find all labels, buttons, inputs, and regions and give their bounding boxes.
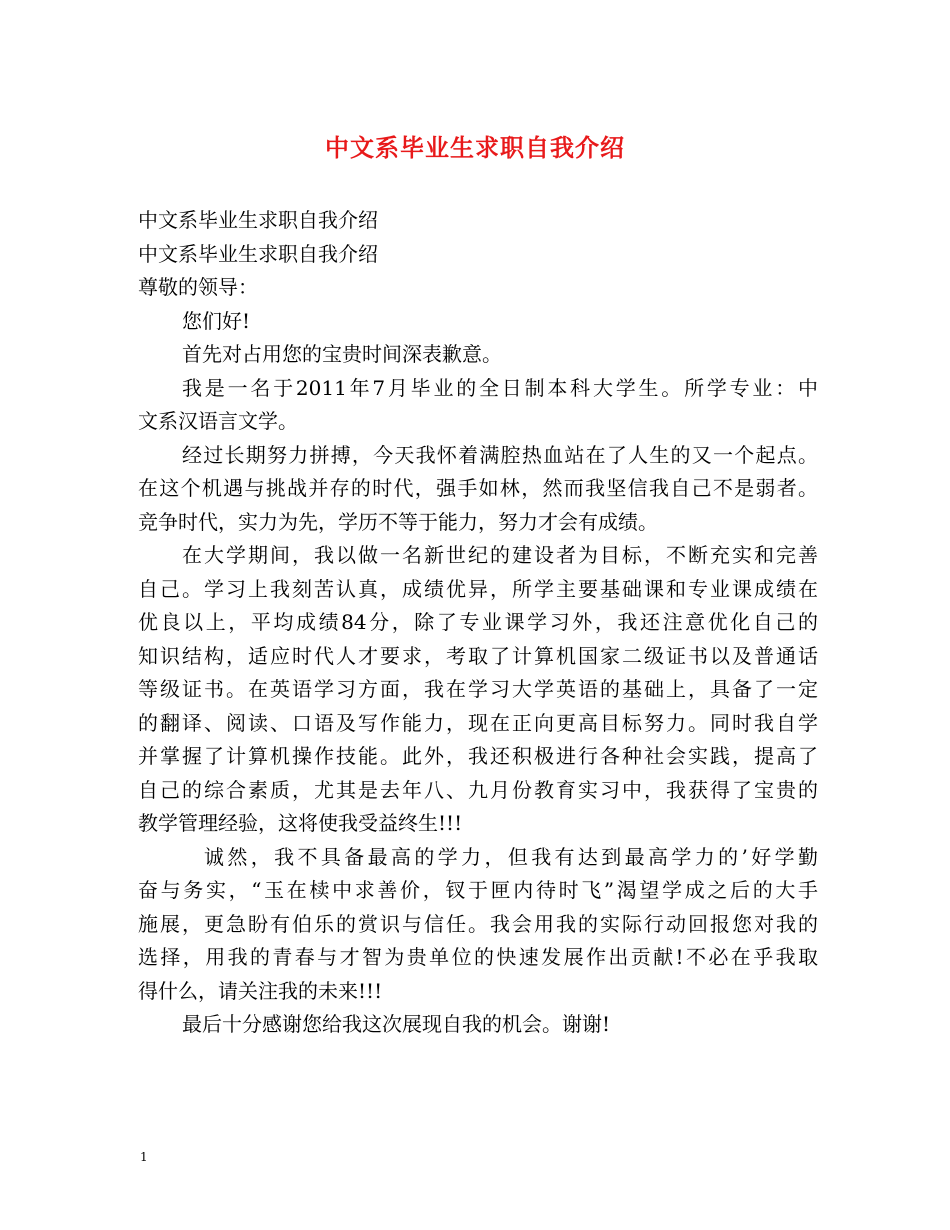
document-title: 中文系毕业生求职自我介绍 [325, 133, 625, 162]
body-line: 教学管理经验，这将使我受益终生!!! [138, 811, 463, 835]
body-line: 奋与务实，“玉在椟中求善价，钗于匣内待时飞”渴望学成之后的大手 [138, 878, 818, 902]
body-line: 知识结构，适应时代人才要求，考取了计算机国家二级证书以及普通话 [138, 643, 818, 668]
body-line: 诚然，我不具备最高的学力，但我有达到最高学力的’好学勤 [204, 844, 818, 869]
body-line: 最后十分感谢您给我这次展现自我的机会。谢谢! [182, 1012, 611, 1036]
body-line: 施展，更急盼有伯乐的赏识与信任。我会用我的实际行动回报您对我的 [138, 911, 818, 936]
body-line: 中文系毕业生求职自我介绍 [138, 241, 378, 266]
body-line: 自己的综合素质，尤其是去年八、九月份教育实习中，我获得了宝贵的 [138, 777, 818, 802]
body-line: 竞争时代，实力为先，学历不等于能力，努力才会有成绩。 [138, 509, 658, 534]
page-number: 1 [140, 1150, 148, 1164]
body-line: 经过长期努力拼搏，今天我怀着满腔热血站在了人生的又一个起点。 [182, 442, 818, 467]
body-line: 并掌握了计算机操作技能。此外，我还积极进行各种社会实践，提高了 [138, 744, 818, 768]
body-line: 自己。学习上我刻苦认真，成绩优异，所学主要基础课和专业课成绩在 [138, 576, 818, 601]
body-line: 首先对占用您的宝贵时间深表歉意。 [182, 342, 502, 366]
body-line: 优良以上，平均成绩84分，除了专业课学习外，我还注意优化自己的 [138, 610, 818, 634]
body-line: 您们好! [182, 308, 251, 333]
body-line: 得什么，请关注我的未来!!! [138, 978, 383, 1003]
document-body [138, 204, 818, 1042]
body-line: 在这个机遇与挑战并存的时代，强手如林，然而我坚信我自己不是弱者。 [138, 476, 818, 500]
body-line: 文系汉语言文学。 [138, 409, 298, 433]
body-line: 中文系毕业生求职自我介绍 [138, 208, 378, 232]
body-line: 在大学期间，我以做一名新世纪的建设者为目标，不断充实和完善 [182, 543, 818, 567]
body-line: 的翻译、阅读、口语及写作能力，现在正向更高目标努力。同时我自学 [138, 710, 818, 735]
body-line: 我是一名于2011年7月毕业的全日制本科大学生。所学专业：中 [182, 375, 818, 400]
body-line: 等级证书。在英语学习方面，我在学习大学英语的基础上，具备了一定 [138, 677, 818, 701]
body-line: 尊敬的领导： [138, 275, 258, 299]
body-line: 选择，用我的青春与才智为贵单位的快速发展作出贡献!不必在乎我取 [138, 945, 818, 969]
